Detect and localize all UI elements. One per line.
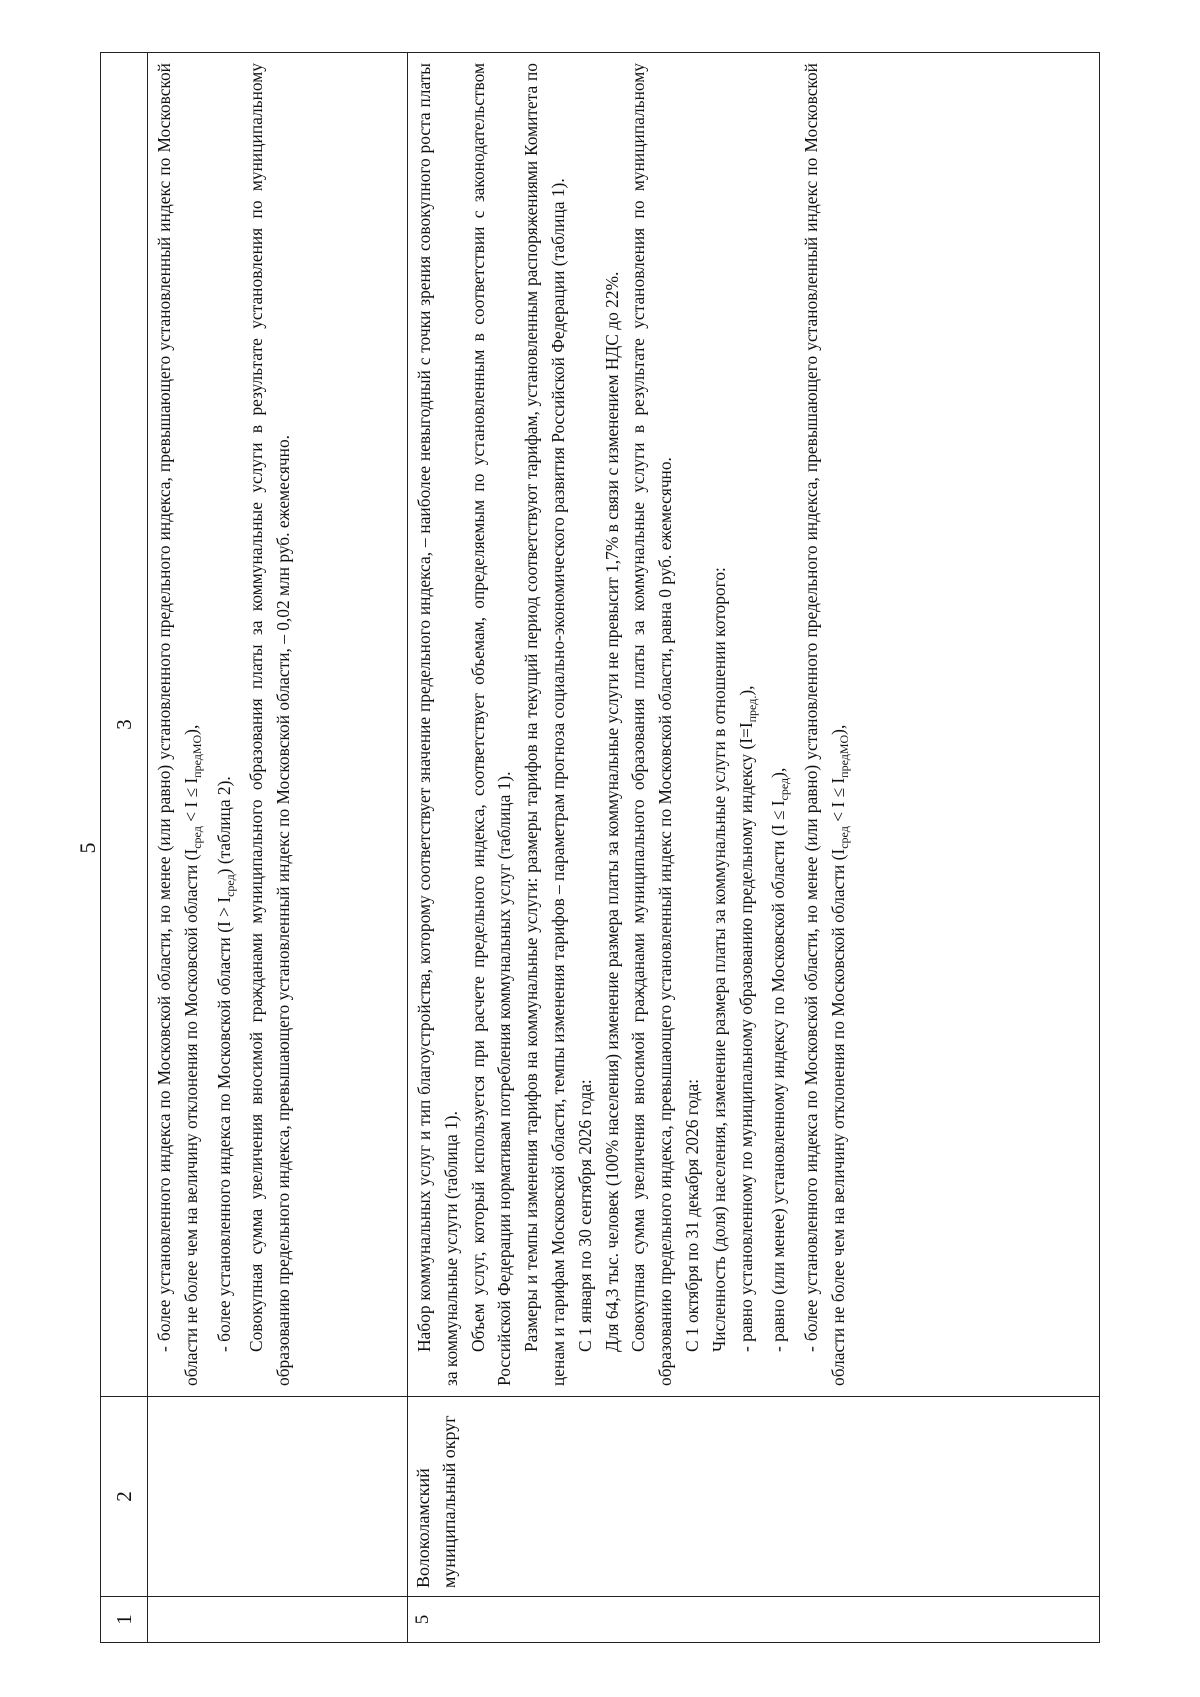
paragraph: С 1 января по 30 сентября 2026 года: [574,1079,595,1352]
page-number: 5 [75,842,100,854]
rotated-table-wrapper [100,53,1100,1643]
paragraph: С 1 октября по 31 декабря 2026 года: [681,1078,702,1352]
table-header-row [101,53,148,1643]
paragraph: Для 64,3 тыс. человек (100% населения) изменение размера платы за коммунальные услуги не превысит 1,7% в связи с изменением НДС до 22%. [601,271,622,1352]
paragraph: Объем услуг, который используется при расчете предельного индекса, соответствует объемам, определяемым по установленным в соответствии с законодательством Российской Федерации нормативам потребления коммунальных услуг (таблица 1). [467,63,515,1386]
row-description [148,53,408,1397]
header-col-2: 2 [101,1397,148,1597]
municipality-name [148,1397,408,1597]
paragraph: Набор коммунальных услуг и тип благоустройства, которому соответствует значение предельного индекса, – наиболее невыгодный с точки зрения совокупного роста платы за коммунальные услуги (таблица 1). [414,63,461,1386]
paragraph: Совокупная сумма увеличения вносимой гражданами муниципального образования платы за коммунальные услуги в результате установления по муниципальному образованию предельного индекса, превышающего установленный индекс по Московской области, – 0,02 млн руб. ежемесячно. [246,63,294,1386]
row-number: 5 [408,1597,1100,1643]
row-description [408,53,1100,1397]
paragraph: - более установленного индекса по Московской области, но менее (или равно) установленного предельного индекса, превышающего установленный индекс по Московской области не более чем на величину отклонения по Московской области $(I_{сред} < I \le I_{предМО})$, [154,63,204,1386]
municipality-name: Волоколамский муниципальный округ [408,1397,1100,1597]
paragraph: - более установленного индекса по Московской области, но менее (или равно) установленного предельного индекса, превышающего установленный индекс по Московской области не более чем на величину отклонения по Московской области $(I_{сред} < I \le I_{предМО})$, [801,63,851,1386]
paragraph: - равно (или менее) установленному индексу по Московской области $(I \le I_{сред})$, [768,767,792,1352]
table-row [148,53,408,1643]
paragraph: Совокупная сумма увеличения вносимой гражданами муниципального образования платы за коммунальные услуги в результате установления по муниципальному образованию предельного индекса, превышающего установленный индекс по Московской области, равна 0 руб. ежемесячно. [628,63,676,1386]
paragraph: - более установленного индекса по Московской области $(I > I_{сред})$ (таблица 2). [213,776,237,1352]
paragraph: Размеры и темпы изменения тарифов на коммунальные услуги: размеры тарифов на текущий период соответствуют тарифам, установленным распоряжениями Комитета по ценам и тарифам Московской области, темпы изменения тарифов – параметрам прогноза социально-экономического развития Российской Федерации (таблица 1). [521,63,568,1386]
paragraph: Численность (доля) населения, изменение размера платы за коммунальные услуги в отношении которого: [708,567,729,1352]
data-table [100,52,1100,1643]
paragraph: - равно установленному по муниципальному образованию предельному индексу $(I=I_{пред.})$, [735,685,759,1352]
header-col-3: 3 [101,53,148,1397]
table-row [408,53,1100,1643]
header-col-1: 1 [101,1597,148,1643]
row-number [148,1597,408,1643]
